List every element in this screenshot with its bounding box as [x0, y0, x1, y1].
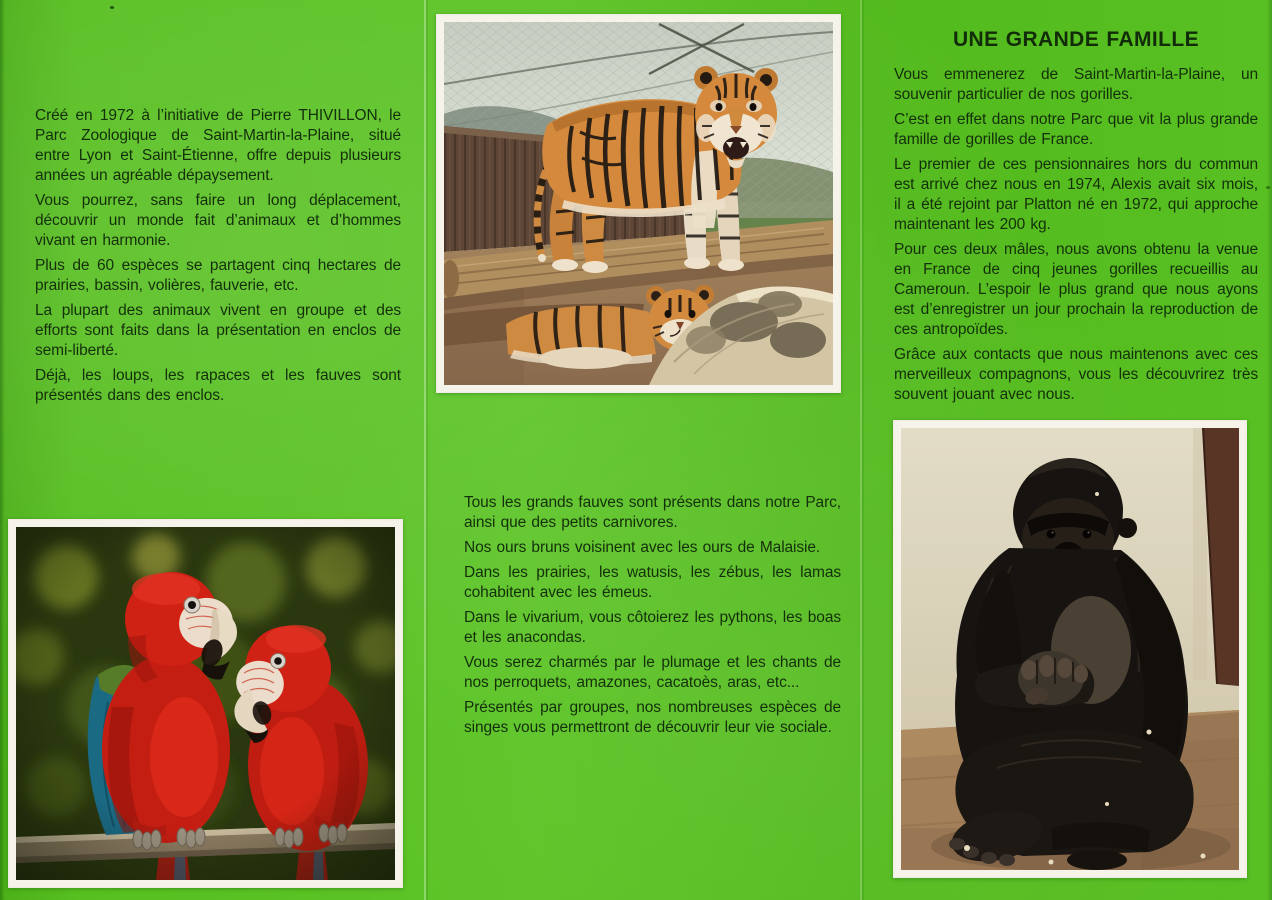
- paragraph: La plupart des animaux vivent en groupe et des efforts sont faits dans la présentation en enclos de semi-liberté.: [35, 302, 401, 359]
- paragraph: Vous serez charmés par le plumage et les chants de nos perroquets, amazones, cacatoès, aras, etc...: [464, 654, 841, 691]
- scan-edge-right: [1267, 0, 1272, 900]
- paragraph: Le premier de ces pensionnaires hors du commun est arrivé chez nous en 1974, Alexis avait six mois, il a été rejoint par Platton né en 1972, qui approche maintenant les 200 kg.: [894, 156, 1258, 233]
- right-panel-text: [894, 27, 1258, 410]
- middle-panel-text: [464, 493, 841, 743]
- paragraph: Grâce aux contacts que nous maintenons avec ces merveilleux compagnons, vous les découvrirez très souvent jouant avec nous.: [894, 346, 1258, 403]
- scan-speck: [110, 6, 114, 9]
- paragraph: Vous emmenerez de Saint-Martin-la-Plaine, un souvenir particulier de nos gorilles.: [894, 66, 1258, 103]
- scan-speck: [1266, 186, 1270, 189]
- paragraph: Présentés par groupes, nos nombreuses espèces de singes vous permettront de découvrir leur vie sociale.: [464, 699, 841, 736]
- paragraph: Pour ces deux mâles, nous avons obtenu la venue en France de cinq jeunes gorilles recueillis au Cameroun. L’espoir le plus grand que nous ayons est d’enregistrer un jour prochain la reproduction de ces antropoïdes.: [894, 241, 1258, 338]
- paragraph: Tous les grands fauves sont présents dans notre Parc, ainsi que des petits carnivores.: [464, 494, 841, 531]
- tigers-photo: [444, 22, 833, 385]
- paragraph: Dans les prairies, les watusis, les zébus, les lamas cohabitent avec les émeus.: [464, 564, 841, 601]
- paragraph: C’est en effet dans notre Parc que vit la plus grande famille de gorilles de France.: [894, 111, 1258, 148]
- parrots-photo-frame: [8, 519, 403, 888]
- fold-crease-right: [860, 0, 862, 900]
- paragraph: Vous pourrez, sans faire un long déplacement, découvrir un monde fait d’animaux et d’hommes vivant en harmonie.: [35, 192, 401, 249]
- left-panel-text: [35, 106, 401, 411]
- gorilla-photo-frame: [893, 420, 1247, 878]
- paragraph: Dans le vivarium, vous côtoierez les pythons, les boas et les anacondas.: [464, 609, 841, 646]
- scan-edge-left: [0, 0, 5, 900]
- paragraph: Déjà, les loups, les rapaces et les fauves sont présentés dans des enclos.: [35, 367, 401, 404]
- gorilla-photo: [901, 428, 1239, 870]
- paragraph: Plus de 60 espèces se partagent cinq hectares de prairies, bassin, volières, fauverie, etc.: [35, 257, 401, 294]
- page-title: UNE GRANDE FAMILLE: [952, 28, 1200, 51]
- tigers-photo-frame: [436, 14, 841, 393]
- parrots-photo: [16, 527, 395, 880]
- paragraph: Nos ours bruns voisinent avec les ours de Malaisie.: [464, 539, 821, 556]
- intro-paragraph: Créé en 1972 à l’initiative de Pierre THIVILLON, le Parc Zoologique de Saint-Martin-la-Plaine, situé entre Lyon et Saint-Étienne, offre depuis plusieurs années un agréable dépaysement.: [35, 107, 401, 184]
- fold-crease-left: [424, 0, 426, 900]
